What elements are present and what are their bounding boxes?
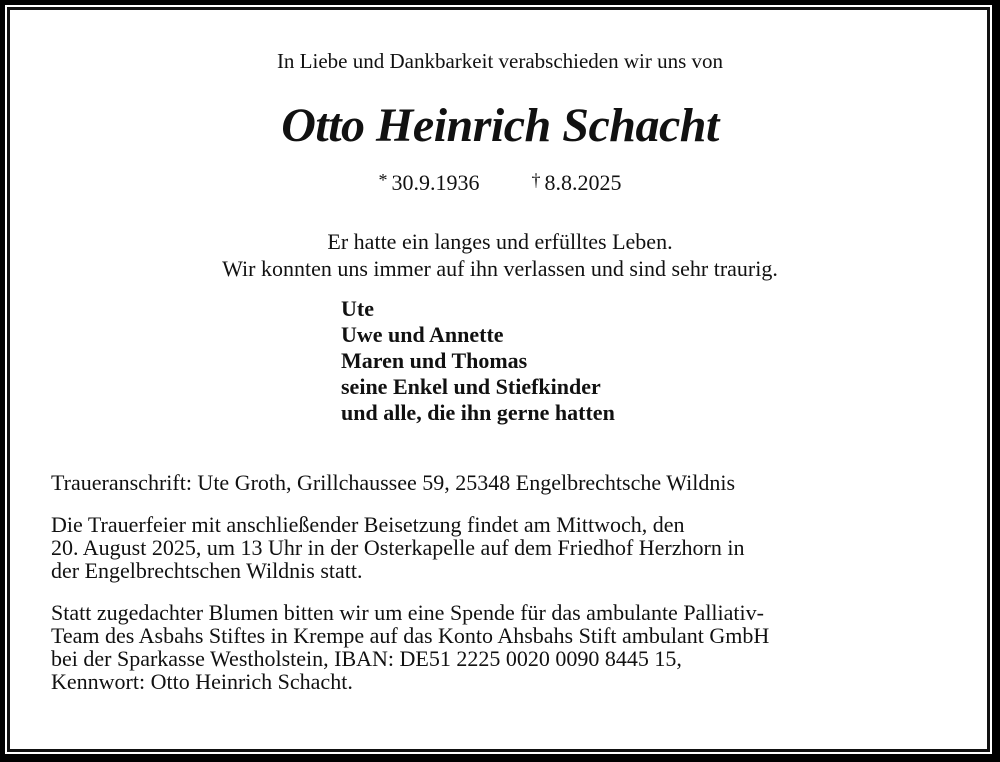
star-icon: * — [378, 170, 388, 190]
mourning-address — [51, 471, 971, 494]
death-date — [532, 170, 622, 196]
ceremony-line: 20. August 2025, um 13 Uhr in der Osterkapelle auf dem Friedhof Herzhorn in — [51, 535, 745, 560]
mourner: und alle, die ihn gerne hatten — [341, 400, 615, 425]
mourner: seine Enkel und Stiefkinder — [341, 374, 601, 399]
quote-line: Wir konnten uns immer auf ihn verlassen und sind sehr traurig. — [222, 256, 778, 281]
quote-line: Er hatte ein langes und erfülltes Leben. — [327, 229, 673, 254]
donation-line: bei der Sparkasse Westholstein, IBAN: DE51 2225 0020 0090 8445 15, — [51, 646, 682, 671]
memorial-quote — [0, 228, 1000, 282]
address-line: Traueranschrift: Ute Groth, Grillchaussee 59, 25348 Engelbrechtsche Wildnis — [51, 470, 736, 495]
donation-request — [51, 601, 971, 693]
mourners-list — [341, 296, 615, 426]
donation-line: Statt zugedachter Blumen bitten wir um eine Spende für das ambulante Palliativ- — [51, 600, 764, 625]
mourner: Uwe und Annette — [341, 322, 504, 347]
intro-line: In Liebe und Dankbarkeit verabschieden wir uns von — [276, 49, 724, 73]
donation-line: Team des Asbahs Stiftes in Krempe auf das Konto Ahsbahs Stift ambulant GmbH — [51, 623, 770, 648]
birth-date — [379, 170, 480, 196]
donation-line: Kennwort: Otto Heinrich Schacht. — [51, 669, 353, 694]
deceased-name: Otto Heinrich Schacht — [281, 99, 719, 152]
birth-date-value: 30.9.1936 — [391, 170, 480, 195]
mourner: Ute — [341, 296, 374, 321]
mourner: Maren und Thomas — [341, 348, 528, 373]
dagger-icon: † — [531, 170, 541, 190]
life-dates — [0, 170, 1000, 196]
ceremony-line: der Engelbrechtschen Wildnis statt. — [51, 558, 363, 583]
ceremony-line: Die Trauerfeier mit anschließender Beisetzung findet am Mittwoch, den — [51, 512, 685, 537]
death-date-value: 8.8.2025 — [544, 170, 622, 195]
funeral-ceremony-info — [51, 513, 971, 582]
